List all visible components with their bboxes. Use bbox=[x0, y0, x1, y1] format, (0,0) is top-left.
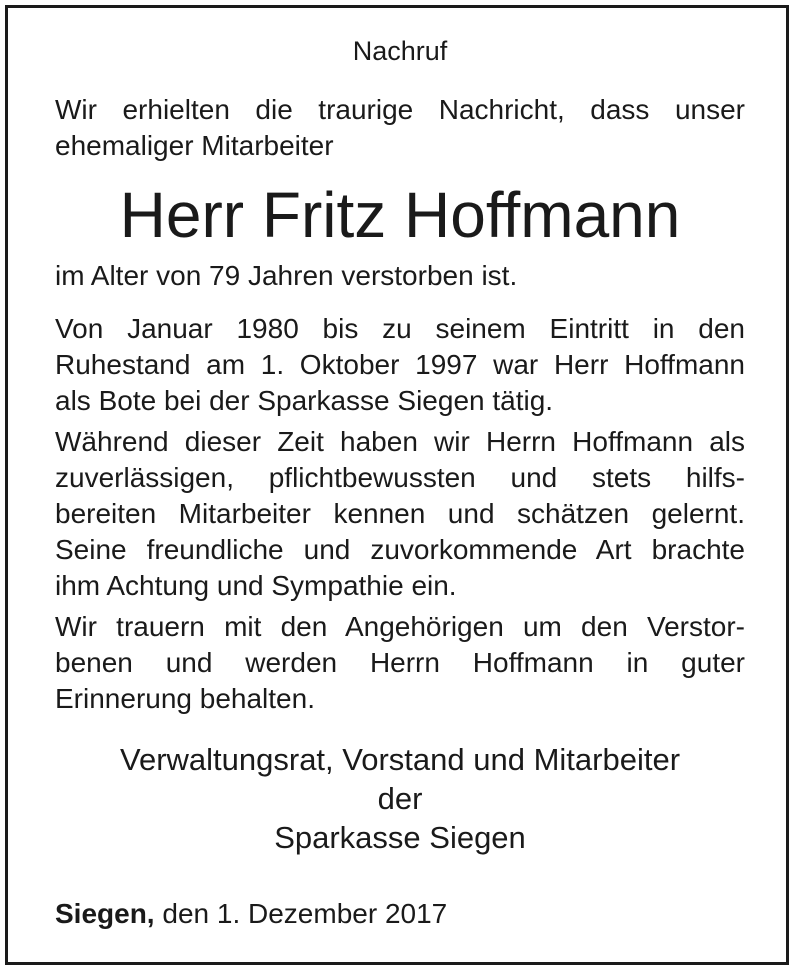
signature-line-1: Verwaltungsrat, Vorstand und Mitarbeiter bbox=[119, 742, 681, 777]
dateline bbox=[55, 898, 447, 930]
mourning-line-3: Erinnerung behalten. bbox=[55, 683, 315, 714]
intro-line-2: ehemaliger Mitarbeiter bbox=[55, 130, 334, 161]
signature-line-2: der bbox=[377, 781, 423, 816]
career-line-1: Von Januar 1980 bis zu seinem Eintritt in den bbox=[55, 313, 745, 344]
appreciation-line-5: ihm Achtung und Sympathie ein. bbox=[55, 570, 457, 601]
appreciation-line-1: Während dieser Zeit haben wir Herrn Hoffmann als bbox=[55, 426, 745, 457]
appreciation-line-2: zuverlässigen, pflichtbewussten und stets hilfs- bbox=[55, 462, 745, 493]
dateline-place: Siegen, bbox=[55, 898, 155, 929]
heading: Nachruf bbox=[352, 36, 448, 66]
appreciation-line-4: Seine freundliche und zuvorkommende Art brachte bbox=[55, 534, 745, 565]
appreciation-line-3: bereiten Mitarbeiter kennen und schätzen gelernt. bbox=[55, 498, 745, 529]
mourning-line-1: Wir trauern mit den Angehörigen um den Verstor- bbox=[55, 611, 745, 642]
deceased-name: Herr Fritz Hoffmann bbox=[119, 179, 681, 251]
mourning-line-2: benen und werden Herrn Hoffmann in guter bbox=[55, 647, 745, 678]
intro-line-1: Wir erhielten die traurige Nachricht, dass unser bbox=[55, 94, 745, 125]
signature-line-3: Sparkasse Siegen bbox=[274, 820, 526, 855]
career-line-2: Ruhestand am 1. Oktober 1997 war Herr Hoffmann bbox=[55, 349, 745, 380]
dateline-date: den 1. Dezember 2017 bbox=[154, 898, 448, 929]
career-line-3: als Bote bei der Sparkasse Siegen tätig. bbox=[55, 385, 554, 416]
age-line: im Alter von 79 Jahren verstorben ist. bbox=[55, 260, 518, 291]
